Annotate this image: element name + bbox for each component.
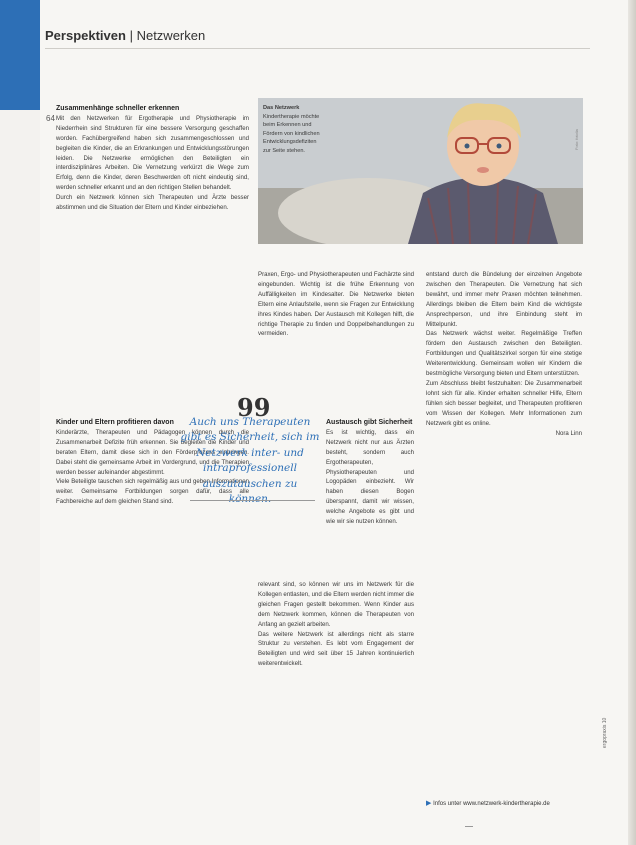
- paragraph: Das weitere Netzwerk ist allerdings nicht als starre Struktur zu verstehen. Es lebt vom Engagement der Beteiligten und wird seit über 15 Jahren kontinuierlich weiterentwickelt.: [258, 630, 414, 668]
- section-color-bar: [0, 0, 40, 110]
- subheading-kinder-eltern: Kinder und Eltern profitieren davon: [56, 419, 174, 426]
- paragraph: relevant sind, so können wir uns im Netzwerk für die Kollegen entlasten, und die Eltern werden nicht immer die gleichen Fragen gestellt bekommen. Wenn Kinder aus dem Netzwerk kommen, können die Therapeuten von Anfang an gezielt arbeiten.: [258, 581, 414, 628]
- arrow-right-icon: ▶: [426, 800, 432, 807]
- author-signoff: Nora Linn: [555, 429, 582, 437]
- section-subtitle: Netzwerken: [136, 28, 206, 43]
- paragraph: Zum Abschluss bleibt festzuhalten: Die Zusammenarbeit lohnt sich für alle. Kinder erhalten schneller Hilfe, Eltern fühlen sich besser begleitet, und Therapeuten profitieren vom Wissen der Kollegen. Mehr Informationen zum Netzwerk gibt es online.: [426, 379, 582, 427]
- paragraph: entstand durch die Bündelung der einzelnen Angebote zwischen den Therapeuten. Die Vernetzung hat sich bewährt, und immer mehr Praxen möchten teilnehmen. Allerdings bleiben die Eltern beim Kind die wichtigste Ansprechperson, und ihre Einbindung steht im Mittelpunkt.: [426, 271, 582, 328]
- paragraph: Mit den Netzwerken für Ergotherapie und Physiotherapie im Niederrhein sind Strukturen für eine bessere Versorgung geschaffen worden. Fachübergreifend haben sich zusammengeschlossen und begleiten die Kinder, die an Erkrankungen und Entwicklungsstörungen leiden. Die Netzwerke ermöglichen den Beteiligten ein interdisziplinäres Arbeiten. Die Vernetzung verkürzt die Wege zum Erfolg, denn die Kinder, deren Beschwerden oft nicht eindeutig sind, werden schneller erkannt und an den richtigen Stellen behandelt.: [56, 114, 249, 192]
- paragraph: Praxen, Ergo- und Physiotherapeuten und Fachärzte sind eingebunden. Wichtig ist die frühe Erkennung von Auffälligkeiten im Kindesalter. Die Netzwerke bieten Eltern eine Anlaufstelle, wenn sie Fragen zur Entwicklung ihres Kindes haben. Der Austausch mit Kollegen hilft, die richtige Therapie zu finden und Doppelbehandlungen zu vermeiden.: [258, 271, 414, 338]
- page-edge-shadow: [628, 0, 636, 845]
- column-3-top: [326, 418, 414, 527]
- page-footer-dash: [465, 826, 473, 827]
- column-2-bottom: [258, 580, 414, 669]
- page-number: 64: [46, 114, 55, 123]
- quote-mark-icon: 99: [237, 393, 271, 422]
- paragraph: Es ist wichtig, dass ein Netzwerk nicht nur aus Ärzten besteht, sondern auch Ergotherapeuten, Physiotherapeuten und Logopäden einbezieht. Wir haben diesen Bogen überspannt, damit wir wissen, welche Angebote es gibt und wie wir sie nutzen können.: [326, 428, 414, 526]
- paragraph: Viele Beteiligte tauschen sich regelmäßig aus und geben Informationen weiter. Gemeinsame Fortbildungen sorgen dafür, dass alle Fachbereiche auf dem gleichen Stand sind.: [56, 478, 249, 506]
- caption-title: Das Netzwerk: [263, 105, 300, 111]
- section-header: [45, 28, 205, 43]
- column-4: [426, 270, 582, 438]
- caption-text: Kindertherapie möchte beim Erkennen und Fördern von kindlichen Entwicklungsdefiziten zur Seite stehen.: [263, 113, 320, 154]
- footer-info: [426, 799, 550, 807]
- column-1-top: [56, 104, 249, 213]
- pull-quote: Auch uns Therapeuten gibt es Sicherheit, sich im Netzwerk inter- und intraprofessionell auszutauschen zu: [180, 416, 320, 490]
- header-separator: |: [129, 28, 133, 43]
- paragraph: Kinderärzte, Therapeuten und Pädagogen können durch die Zusammenarbeit Defizite früh erkennen. Sie begleiten die Kinder und beraten Eltern, damit diese sich in den Förderprozess einbringen. Dabei steht die gemeinsame Arbeit im Vordergrund, und die Therapien werden besser aufeinander abgestimmt.: [56, 428, 249, 476]
- header-divider: [45, 48, 590, 49]
- paragraph: Durch ein Netzwerk können sich Therapeuten und Ärzte besser abstimmen und die Situation der Eltern und Kinder einbeziehen.: [56, 194, 249, 212]
- subheading-zusammenhaenge: Zusammenhänge schneller erkennen: [56, 105, 180, 112]
- journal-label: ergopraxis 10: [602, 717, 608, 748]
- subheading-austausch: Austausch gibt Sicherheit: [326, 419, 413, 426]
- paragraph: Das Netzwerk wächst weiter. Regelmäßige Treffen fördern den Austausch zwischen den Beteiligten. Fortbildungen und Qualitätszirkel sorgen für eine stetige Weiterentwicklung. Gemeinsam wollen wir Kindern die bestmögliche Versorgung bieten und Eltern unterstützen.: [426, 330, 582, 378]
- photo-credit: Foto: fotolia: [574, 129, 579, 150]
- section-title: Perspektiven: [45, 28, 126, 43]
- pull-quote-divider: [190, 500, 315, 501]
- footer-link[interactable]: Infos unter www.netzwerk-kindertherapie.de: [433, 801, 550, 807]
- column-2-top: [258, 270, 414, 339]
- photo-caption: [263, 104, 325, 156]
